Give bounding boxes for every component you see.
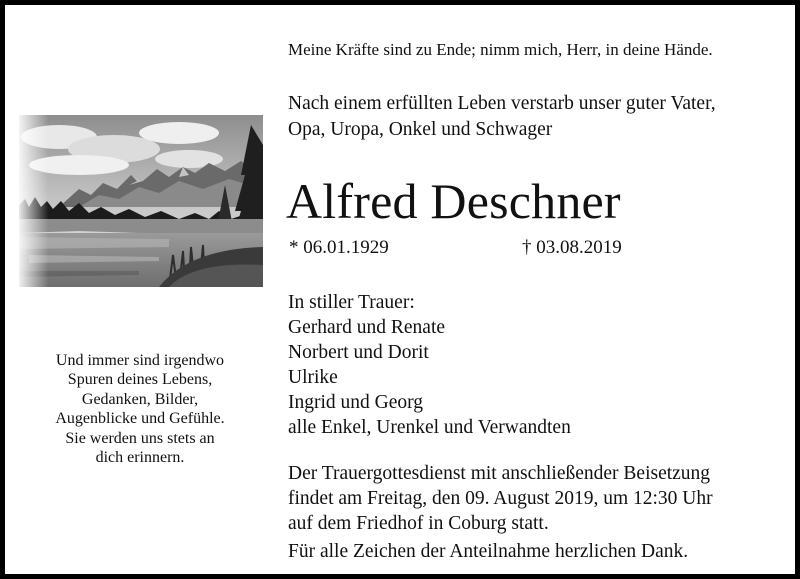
poem-line: dich erinnern. (95, 449, 185, 467)
poem-line: Gedanken, Bilder, (81, 390, 199, 408)
poem-line: Und immer sind irgendwo (55, 352, 225, 369)
poem-line: Augenblicke und Gefühle. (55, 410, 225, 428)
poem-line: Sie werden uns stets an (65, 429, 215, 447)
mourners-list (288, 290, 571, 440)
deceased-name: Alfred Deschner (286, 173, 621, 229)
mountain-lake-photo (19, 115, 263, 287)
death-date: † 03.08.2019 (522, 237, 622, 258)
poem-line: Spuren deines Lebens, (67, 371, 213, 389)
mourner-entry: alle Enkel, Urenkel und Verwandten (288, 417, 571, 438)
motto: Meine Kräfte sind zu Ende; nimm mich, Herr, in deine Hände. (288, 40, 713, 59)
thanks-line: Für alle Zeichen der Anteilnahme herzlichen Dank. (288, 541, 689, 562)
service-line: Der Trauergottesdienst mit anschließender Beisetzung (288, 463, 711, 484)
mourner-entry: Gerhard und Renate (288, 317, 446, 338)
service-line: auf dem Friedhof in Coburg statt. (288, 513, 549, 534)
mourners-heading: In stiller Trauer: (288, 292, 415, 313)
intro-text (288, 91, 716, 143)
mourner-entry: Norbert und Dorit (288, 342, 429, 363)
mourner-entry: Ingrid und Georg (288, 392, 424, 413)
intro-line: Nach einem erfüllten Leben verstarb unser guter Vater, (288, 93, 716, 114)
service-line: findet am Freitag, den 09. August 2019, um 12:30 Uhr (288, 488, 713, 509)
birth-date: * 06.01.1929 (289, 237, 389, 258)
intro-line: Opa, Uropa, Onkel und Schwager (288, 119, 553, 140)
service-info (288, 461, 713, 536)
mourner-entry: Ulrike (288, 367, 338, 388)
poem (19, 351, 261, 467)
